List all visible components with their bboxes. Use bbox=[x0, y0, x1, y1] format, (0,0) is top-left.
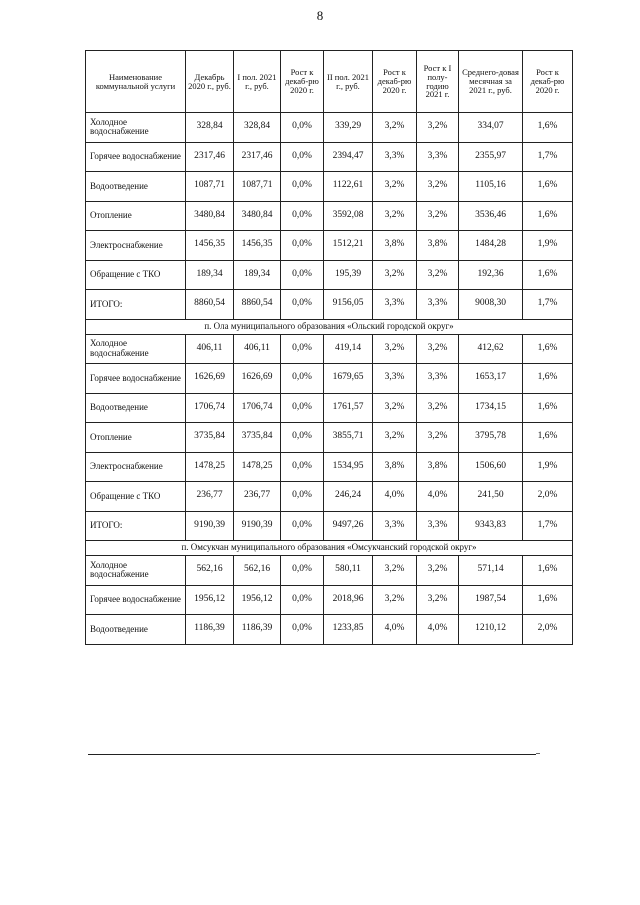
table-row bbox=[86, 260, 573, 290]
value-cell: 1,7% bbox=[523, 142, 573, 172]
value-cell: 334,07 bbox=[459, 113, 523, 143]
column-header: Рост к декаб-рю 2020 г. bbox=[281, 51, 324, 113]
value-cell: 1186,39 bbox=[186, 615, 234, 645]
value-cell: 3855,71 bbox=[324, 423, 373, 453]
value-cell: 0,0% bbox=[281, 231, 324, 261]
value-cell: 412,62 bbox=[459, 334, 523, 364]
value-cell: 1626,69 bbox=[234, 364, 281, 394]
column-header: Рост к декаб-рю 2020 г. bbox=[373, 51, 417, 113]
value-cell: 3795,78 bbox=[459, 423, 523, 453]
value-cell: 0,0% bbox=[281, 585, 324, 615]
service-name-cell: Холодное водоснабжение bbox=[86, 556, 186, 586]
value-cell: 3,2% bbox=[417, 393, 459, 423]
value-cell: 0,0% bbox=[281, 260, 324, 290]
value-cell: 3,8% bbox=[373, 452, 417, 482]
value-cell: 0,0% bbox=[281, 615, 324, 645]
value-cell: 9190,39 bbox=[234, 511, 281, 541]
value-cell: 2018,96 bbox=[324, 585, 373, 615]
table-row bbox=[86, 201, 573, 231]
value-cell: 3,2% bbox=[417, 113, 459, 143]
value-cell: 2394,47 bbox=[324, 142, 373, 172]
value-cell: 0,0% bbox=[281, 482, 324, 512]
value-cell: 3,3% bbox=[417, 364, 459, 394]
value-cell: 3,3% bbox=[417, 511, 459, 541]
value-cell: 1,6% bbox=[523, 113, 573, 143]
value-cell: 1706,74 bbox=[234, 393, 281, 423]
value-cell: 1233,85 bbox=[324, 615, 373, 645]
value-cell: 3,2% bbox=[373, 423, 417, 453]
value-cell: 4,0% bbox=[373, 615, 417, 645]
value-cell: 3592,08 bbox=[324, 201, 373, 231]
service-name-cell: Обращение с ТКО bbox=[86, 260, 186, 290]
value-cell: 0,0% bbox=[281, 113, 324, 143]
value-cell: 3,2% bbox=[373, 260, 417, 290]
value-cell: 3735,84 bbox=[234, 423, 281, 453]
service-name-cell: Водоотведение bbox=[86, 615, 186, 645]
section-title: п. Омсукчан муниципального образования «Омсукчанский городской округ» bbox=[86, 541, 573, 556]
value-cell: 0,0% bbox=[281, 556, 324, 586]
value-cell: 3,2% bbox=[417, 585, 459, 615]
value-cell: 1534,95 bbox=[324, 452, 373, 482]
service-name-cell: Холодное водоснабжение bbox=[86, 334, 186, 364]
value-cell: 8860,54 bbox=[234, 290, 281, 320]
column-header: Декабрь 2020 г., руб. bbox=[186, 51, 234, 113]
value-cell: 3,3% bbox=[373, 511, 417, 541]
value-cell: 1,7% bbox=[523, 511, 573, 541]
service-name-cell: Электроснабжение bbox=[86, 231, 186, 261]
value-cell: 1,6% bbox=[523, 364, 573, 394]
value-cell: 1,6% bbox=[523, 260, 573, 290]
value-cell: 3,3% bbox=[373, 142, 417, 172]
value-cell: 8860,54 bbox=[186, 290, 234, 320]
value-cell: 1506,60 bbox=[459, 452, 523, 482]
table-header-row bbox=[86, 51, 573, 113]
value-cell: 4,0% bbox=[417, 615, 459, 645]
value-cell: 3,3% bbox=[417, 290, 459, 320]
value-cell: 1478,25 bbox=[186, 452, 234, 482]
value-cell: 2355,97 bbox=[459, 142, 523, 172]
value-cell: 1,6% bbox=[523, 334, 573, 364]
value-cell: 3,2% bbox=[373, 585, 417, 615]
value-cell: 1761,57 bbox=[324, 393, 373, 423]
value-cell: 1210,12 bbox=[459, 615, 523, 645]
value-cell: 1512,21 bbox=[324, 231, 373, 261]
value-cell: 1734,15 bbox=[459, 393, 523, 423]
table-row bbox=[86, 585, 573, 615]
value-cell: 1186,39 bbox=[234, 615, 281, 645]
value-cell: 1,9% bbox=[523, 452, 573, 482]
value-cell: 3480,84 bbox=[234, 201, 281, 231]
service-name-cell: Водоотведение bbox=[86, 393, 186, 423]
value-cell: 1706,74 bbox=[186, 393, 234, 423]
value-cell: 195,39 bbox=[324, 260, 373, 290]
service-name-cell: Горячее водоснабжение bbox=[86, 364, 186, 394]
value-cell: 3,2% bbox=[373, 113, 417, 143]
value-cell: 3,2% bbox=[373, 393, 417, 423]
value-cell: 406,11 bbox=[234, 334, 281, 364]
table-row bbox=[86, 452, 573, 482]
value-cell: 1087,71 bbox=[186, 172, 234, 202]
value-cell: 328,84 bbox=[186, 113, 234, 143]
value-cell: 1105,16 bbox=[459, 172, 523, 202]
footer-rule bbox=[88, 754, 536, 755]
value-cell: 1,6% bbox=[523, 172, 573, 202]
tariff-table bbox=[85, 50, 573, 645]
table-row bbox=[86, 113, 573, 143]
value-cell: 562,16 bbox=[234, 556, 281, 586]
value-cell: 1956,12 bbox=[186, 585, 234, 615]
value-cell: 1122,61 bbox=[324, 172, 373, 202]
value-cell: 1,9% bbox=[523, 231, 573, 261]
value-cell: 192,36 bbox=[459, 260, 523, 290]
table-row bbox=[86, 556, 573, 586]
value-cell: 3,3% bbox=[373, 364, 417, 394]
value-cell: 3,3% bbox=[373, 290, 417, 320]
value-cell: 0,0% bbox=[281, 452, 324, 482]
value-cell: 9343,83 bbox=[459, 511, 523, 541]
value-cell: 2317,46 bbox=[234, 142, 281, 172]
service-name-cell: Отопление bbox=[86, 423, 186, 453]
value-cell: 0,0% bbox=[281, 334, 324, 364]
table-body bbox=[86, 113, 573, 645]
value-cell: 1,7% bbox=[523, 290, 573, 320]
value-cell: 236,77 bbox=[234, 482, 281, 512]
value-cell: 2,0% bbox=[523, 615, 573, 645]
value-cell: 3536,46 bbox=[459, 201, 523, 231]
column-header: I пол. 2021 г., руб. bbox=[234, 51, 281, 113]
value-cell: 3,2% bbox=[373, 201, 417, 231]
value-cell: 0,0% bbox=[281, 142, 324, 172]
value-cell: 0,0% bbox=[281, 364, 324, 394]
section-title-row bbox=[86, 541, 573, 556]
value-cell: 1,6% bbox=[523, 423, 573, 453]
value-cell: 2,0% bbox=[523, 482, 573, 512]
value-cell: 562,16 bbox=[186, 556, 234, 586]
value-cell: 9156,05 bbox=[324, 290, 373, 320]
column-header: II пол. 2021 г., руб. bbox=[324, 51, 373, 113]
value-cell: 1,6% bbox=[523, 585, 573, 615]
value-cell: 1484,28 bbox=[459, 231, 523, 261]
value-cell: 3,8% bbox=[417, 452, 459, 482]
value-cell: 571,14 bbox=[459, 556, 523, 586]
table-row bbox=[86, 423, 573, 453]
table-row bbox=[86, 290, 573, 320]
value-cell: 3,2% bbox=[417, 334, 459, 364]
value-cell: 3,2% bbox=[417, 260, 459, 290]
value-cell: 1956,12 bbox=[234, 585, 281, 615]
value-cell: 3,3% bbox=[417, 142, 459, 172]
column-header: Наименование коммунальной услуги bbox=[86, 51, 186, 113]
table-row bbox=[86, 393, 573, 423]
value-cell: 1679,65 bbox=[324, 364, 373, 394]
value-cell: 1987,54 bbox=[459, 585, 523, 615]
page-number: 8 bbox=[316, 8, 324, 23]
value-cell: 3,2% bbox=[373, 172, 417, 202]
value-cell: 9190,39 bbox=[186, 511, 234, 541]
value-cell: 246,24 bbox=[324, 482, 373, 512]
value-cell: 4,0% bbox=[417, 482, 459, 512]
service-name-cell: Обращение с ТКО bbox=[86, 482, 186, 512]
value-cell: 189,34 bbox=[186, 260, 234, 290]
value-cell: 1456,35 bbox=[234, 231, 281, 261]
service-name-cell: ИТОГО: bbox=[86, 290, 186, 320]
section-title-row bbox=[86, 319, 573, 334]
value-cell: 9008,30 bbox=[459, 290, 523, 320]
value-cell: 1,6% bbox=[523, 556, 573, 586]
value-cell: 3,2% bbox=[417, 423, 459, 453]
value-cell: 3,2% bbox=[373, 556, 417, 586]
table-row bbox=[86, 231, 573, 261]
value-cell: 580,11 bbox=[324, 556, 373, 586]
table-row bbox=[86, 511, 573, 541]
service-name-cell: Отопление bbox=[86, 201, 186, 231]
value-cell: 0,0% bbox=[281, 201, 324, 231]
value-cell: 0,0% bbox=[281, 511, 324, 541]
table-row bbox=[86, 364, 573, 394]
column-header: Среднего-довая месячная за 2021 г., руб. bbox=[459, 51, 523, 113]
section-title: п. Ола муниципального образования «Ольский городской округ» bbox=[86, 319, 573, 334]
value-cell: 0,0% bbox=[281, 423, 324, 453]
value-cell: 3735,84 bbox=[186, 423, 234, 453]
service-name-cell: Горячее водоснабжение bbox=[86, 585, 186, 615]
service-name-cell: Горячее водоснабжение bbox=[86, 142, 186, 172]
value-cell: 1,6% bbox=[523, 393, 573, 423]
value-cell: 339,29 bbox=[324, 113, 373, 143]
table-row bbox=[86, 334, 573, 364]
value-cell: 3,8% bbox=[373, 231, 417, 261]
value-cell: 0,0% bbox=[281, 290, 324, 320]
table-row bbox=[86, 142, 573, 172]
value-cell: 0,0% bbox=[281, 393, 324, 423]
table-row bbox=[86, 615, 573, 645]
value-cell: 1,6% bbox=[523, 201, 573, 231]
value-cell: 241,50 bbox=[459, 482, 523, 512]
value-cell: 3,2% bbox=[373, 334, 417, 364]
value-cell: 328,84 bbox=[234, 113, 281, 143]
value-cell: 0,0% bbox=[281, 172, 324, 202]
value-cell: 419,14 bbox=[324, 334, 373, 364]
value-cell: 3,2% bbox=[417, 201, 459, 231]
value-cell: 236,77 bbox=[186, 482, 234, 512]
value-cell: 1653,17 bbox=[459, 364, 523, 394]
column-header: Рост к I полу-годию 2021 г. bbox=[417, 51, 459, 113]
value-cell: 2317,46 bbox=[186, 142, 234, 172]
value-cell: 3,2% bbox=[417, 556, 459, 586]
value-cell: 4,0% bbox=[373, 482, 417, 512]
table-row bbox=[86, 172, 573, 202]
service-name-cell: Холодное водоснабжение bbox=[86, 113, 186, 143]
service-name-cell: Водоотведение bbox=[86, 172, 186, 202]
value-cell: 1478,25 bbox=[234, 452, 281, 482]
value-cell: 1626,69 bbox=[186, 364, 234, 394]
service-name-cell: Электроснабжение bbox=[86, 452, 186, 482]
column-header: Рост к декаб-рю 2020 г. bbox=[523, 51, 573, 113]
value-cell: 3,2% bbox=[417, 172, 459, 202]
footer-rule-mark bbox=[536, 753, 540, 754]
value-cell: 189,34 bbox=[234, 260, 281, 290]
value-cell: 3480,84 bbox=[186, 201, 234, 231]
service-name-cell: ИТОГО: bbox=[86, 511, 186, 541]
table-row bbox=[86, 482, 573, 512]
value-cell: 1087,71 bbox=[234, 172, 281, 202]
value-cell: 1456,35 bbox=[186, 231, 234, 261]
value-cell: 406,11 bbox=[186, 334, 234, 364]
value-cell: 3,8% bbox=[417, 231, 459, 261]
value-cell: 9497,26 bbox=[324, 511, 373, 541]
